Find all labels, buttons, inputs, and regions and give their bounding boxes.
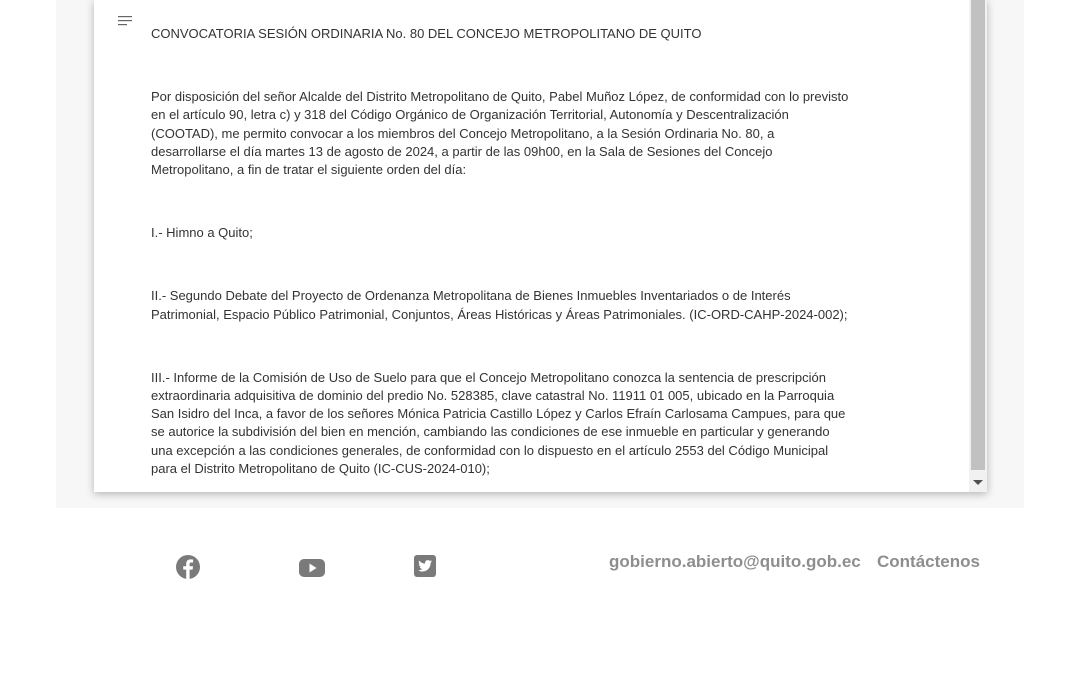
menu-icon[interactable] [118, 15, 134, 27]
agenda-item: II.- Segundo Debate del Proyecto de Ordenanza Metropolitana de Bienes Inmuebles Inventariados o de Interés Patrimonial, Espacio Público Patrimonial, Conjuntos, Áreas Históricas y Áreas Patrimoniales. (IC-ORD-CAHP-2024-002); [151, 288, 848, 322]
agenda-item: III.- Informe de la Comisión de Uso de Suelo para que el Concejo Metropolitano conozca la sentencia de prescripción extraordinaria adquisitiva de dominio del predio No. 528385, clave catastral No. 11911 01 005, ubicado en la Parroquia San Isidro del Inca, a favor de los señores Mónica Patricia Castillo López y Carlos Efraín Carlosama Campues, para que se autorice la subdivisión del bien en mención, cambiando las condiciones de ese inmueble en particular y generando una excepción a las condiciones generales, de conformidad con lo dispuesto en el artículo 2553 del Código Municipal para el Distrito Metropolitano de Quito (IC-CUS-2024-010); [151, 369, 846, 476]
youtube-icon[interactable] [298, 554, 326, 580]
twitter-icon[interactable] [413, 554, 437, 578]
document-title: CONVOCATORIA SESIÓN ORDINARIA No. 80 DEL CONCEJO METROPOLITANO DE QUITO [151, 26, 702, 41]
scrollbar-thumb[interactable] [971, 0, 985, 470]
contact-link[interactable]: Contáctenos [877, 552, 980, 571]
facebook-icon[interactable] [175, 554, 201, 580]
email-link[interactable]: gobierno.abierto@quito.gob.ec [609, 552, 861, 571]
agenda-item: I.- Himno a Quito; [151, 225, 253, 241]
document-intro: Por disposición del señor Alcalde del Distrito Metropolitano de Quito, Pabel Muñoz López, de conformidad con lo previsto en el artículo 90, letra c) y 318 del Código Orgánico de Organización Territorial, Autonomía y Descentralización (COOTAD), me permito convocar a los miembros del Concejo Metropolitano, a la Sesión Ordinaria No. 80, a desarrollarse el día martes 13 de agosto de 2024, a partir de las 09h00, en la Sala de Sesiones del Concejo Metropolitano, a fin de tratar el siguiente orden del día: [151, 89, 849, 178]
scroll-down-arrow-icon[interactable] [973, 480, 983, 485]
document-content [151, 25, 851, 492]
document-viewer[interactable] [94, 0, 987, 492]
vertical-scrollbar[interactable] [969, 0, 987, 492]
